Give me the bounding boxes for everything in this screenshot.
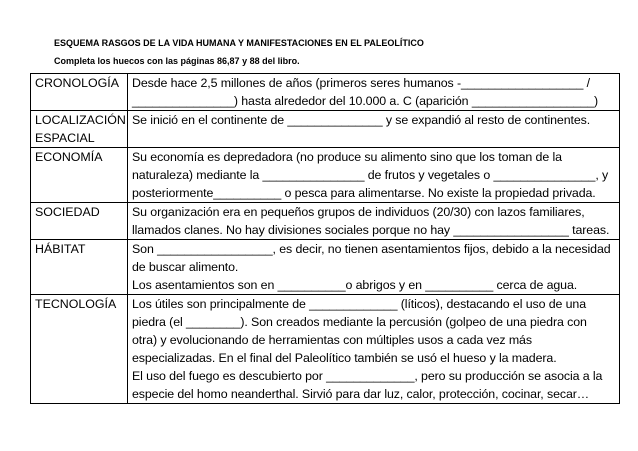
row-content-line: Su organización era en pequeños grupos de individuos (20/30) con lazos familiares,: [132, 205, 585, 219]
table-row-economia: [31, 148, 620, 203]
row-content-line: especializadas. En el final del Paleolítico también se usó el hueso y la madera.: [132, 351, 557, 365]
row-content-line: otra) y evolucionando de herramientas con múltiples usos a cada vez más: [132, 333, 532, 347]
row-content-line: Los útiles son principalmente de _____________ (líticos), destacando el uso de una: [132, 297, 587, 311]
row-content-line: Su economía es depredadora (no produce su alimento sino que los toman de la: [132, 150, 562, 164]
row-label-cell: [31, 111, 128, 148]
row-label-cell: [31, 295, 128, 404]
document-instruction: Completa los huecos con las páginas 86,87 y 88 del libro.: [54, 56, 300, 66]
row-content-cell: [128, 74, 620, 111]
row-label-cell: [31, 240, 128, 295]
schema-table: [30, 73, 620, 404]
row-label-line: SOCIEDAD: [35, 205, 100, 219]
row-content-line: naturaleza) mediante la _______________ de frutos y vegetales o _______________, y: [132, 168, 609, 182]
table-row-cronologia: [31, 74, 620, 111]
row-content-line: Desde hace 2,5 millones de años (primeros seres humanos -__________________ /: [132, 76, 590, 90]
row-label-line: TECNOLOGÍA: [35, 297, 117, 311]
row-content-line: posteriormente__________ o pesca para alimentarse. No existe la propiedad privada.: [132, 186, 596, 200]
row-label-line: CRONOLOGÍA: [35, 76, 119, 90]
schema-table-body: [31, 74, 620, 404]
row-content-cell: [128, 240, 620, 295]
row-label-cell: [31, 203, 128, 240]
table-row-tecnologia: [31, 295, 620, 404]
row-content-line: piedra (el ________). Son creados mediante la percusión (golpeo de una piedra con: [132, 315, 587, 329]
document-title: ESQUEMA RASGOS DE LA VIDA HUMANA Y MANIFESTACIONES EN EL PALEOLÍTICO: [54, 38, 424, 48]
row-label-line: ECONOMÍA: [35, 150, 103, 164]
row-label-line: LOCALIZACIÓN: [35, 113, 126, 127]
row-content-line: de buscar alimento.: [132, 260, 239, 274]
row-content-line: llamados clanes. No hay divisiones sociales porque no hay _________________ tareas.: [132, 223, 610, 237]
table-row-habitat: [31, 240, 620, 295]
row-content-line: Son _________________, es decir, no tienen asentamientos fijos, debido a la necesidad: [132, 242, 611, 256]
row-content-cell: [128, 111, 620, 148]
row-content-cell: [128, 148, 620, 203]
row-content-line: _______________) hasta alrededor del 10.000 a. C (aparición __________________): [132, 94, 599, 108]
table-row-sociedad: [31, 203, 620, 240]
row-content-line: Los asentamientos son en __________o abrigos y en __________ cerca de agua.: [132, 278, 578, 292]
row-content-line: El uso del fuego es descubierto por _____________, pero su producción se asocia a la: [132, 369, 603, 383]
row-content-cell: [128, 295, 620, 404]
row-label-line: HÁBITAT: [35, 242, 86, 256]
row-content-line: especie del homo neanderthal. Sirvió para dar luz, calor, protección, cocinar, secar…: [132, 387, 590, 401]
table-row-localizacion-espacial: [31, 111, 620, 148]
row-label-cell: [31, 148, 128, 203]
row-label-line: ESPACIAL: [35, 131, 95, 145]
row-label-cell: [31, 74, 128, 111]
row-content-line: Se inició en el continente de ______________ y se expandió al resto de continentes.: [132, 113, 591, 127]
row-content-cell: [128, 203, 620, 240]
